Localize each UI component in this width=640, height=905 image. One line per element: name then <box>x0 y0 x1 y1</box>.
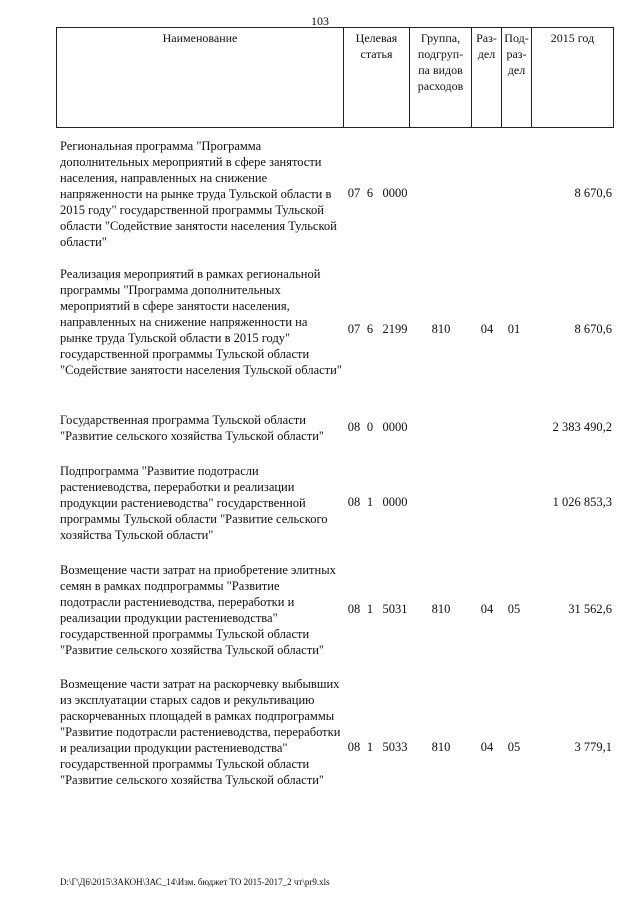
row-amount: 8 670,6 <box>574 322 612 336</box>
row-amount: 8 670,6 <box>574 186 612 200</box>
row-c3: 2199 <box>382 322 408 336</box>
row-subsection: 05 <box>507 740 521 754</box>
header-subsection: Под- раз- дел <box>501 28 531 127</box>
row-group: 810 <box>431 602 451 616</box>
row-c2: 1 <box>366 740 374 754</box>
header-name: Наименование <box>162 31 238 45</box>
header-section: Раз- дел <box>471 28 501 127</box>
row-subsection: 05 <box>507 602 521 616</box>
row-c2: 1 <box>366 495 374 509</box>
row-c3: 5033 <box>382 740 408 754</box>
row-amount: 3 779,1 <box>574 740 612 754</box>
page-number: 103 <box>311 14 329 28</box>
row-name: Возмещение части затрат на раскорчевку выбывших из эксплуатации старых садов и рекультивацию раскорчеванных площадей в рамках подпрограммы "Развитие подотрасли растениеводства, переработки и реализации продукции растениеводства" государственной программы Тульской области "Развитие сельского хозяйства Тульской области" <box>60 677 341 787</box>
row-c3: 5031 <box>382 602 408 616</box>
row-amount: 31 562,6 <box>568 602 612 616</box>
file-path: D:\Г\Д6\2015\ЗАКОН\ЗАС_14\Изм. бюджет ТО 2015-2017_2 чт\pr9.xls <box>60 877 330 887</box>
row-c1: 08 <box>347 420 361 434</box>
header-group: Группа, подгруп- па видов расходов <box>409 28 471 127</box>
row-c2: 1 <box>366 602 374 616</box>
row-name: Реализация мероприятий в рамках региональной программы "Программа дополнительных мероприятий в сфере занятости населения, направленных на снижение напряженности на рынке труда Тульской области в 2015 году" государственной программы Тульской области "Содействие занятости населения Тульской области" <box>60 267 342 377</box>
row-group: 810 <box>431 322 451 336</box>
row-c2: 6 <box>366 322 374 336</box>
row-c1: 08 <box>347 740 361 754</box>
row-c2: 0 <box>366 420 374 434</box>
row-section: 04 <box>480 602 494 616</box>
row-name: Подпрограмма "Развитие подотрасли растениеводства, переработки и реализации продукции растениеводства" государственной программы Тульской области "Развитие сельского хозяйства Тульской области" <box>60 464 328 542</box>
row-c1: 07 <box>347 322 361 336</box>
row-amount: 2 383 490,2 <box>552 420 612 434</box>
row-amount: 1 026 853,3 <box>552 495 612 509</box>
row-subsection: 01 <box>507 322 521 336</box>
row-c1: 08 <box>347 495 361 509</box>
row-c3: 0000 <box>382 186 408 200</box>
row-c1: 08 <box>347 602 361 616</box>
row-name: Возмещение части затрат на приобретение элитных семян в рамках подпрограммы "Развитие подотрасли растениеводства, переработки и реализации продукции растениеводства" государственной программы Тульской области "Развитие сельского хозяйства Тульской области" <box>60 563 336 657</box>
row-group: 810 <box>431 740 451 754</box>
row-name: Государственная программа Тульской области "Развитие сельского хозяйства Тульской области" <box>60 413 324 443</box>
table-header <box>56 27 614 128</box>
header-target: Целевая статья <box>343 28 409 127</box>
row-c1: 07 <box>347 186 361 200</box>
row-section: 04 <box>480 740 494 754</box>
row-section: 04 <box>480 322 494 336</box>
header-year: 2015 год <box>531 28 613 127</box>
row-c2: 6 <box>366 186 374 200</box>
row-c3: 0000 <box>382 420 408 434</box>
row-c3: 0000 <box>382 495 408 509</box>
row-name: Региональная программа "Программа дополнительных мероприятий в сфере занятости населения, направленных на снижение напряженности на рынке труда Тульской области в 2015 году" государственной программы Тульской области "Содействие занятости населения Тульской области" <box>60 139 337 249</box>
